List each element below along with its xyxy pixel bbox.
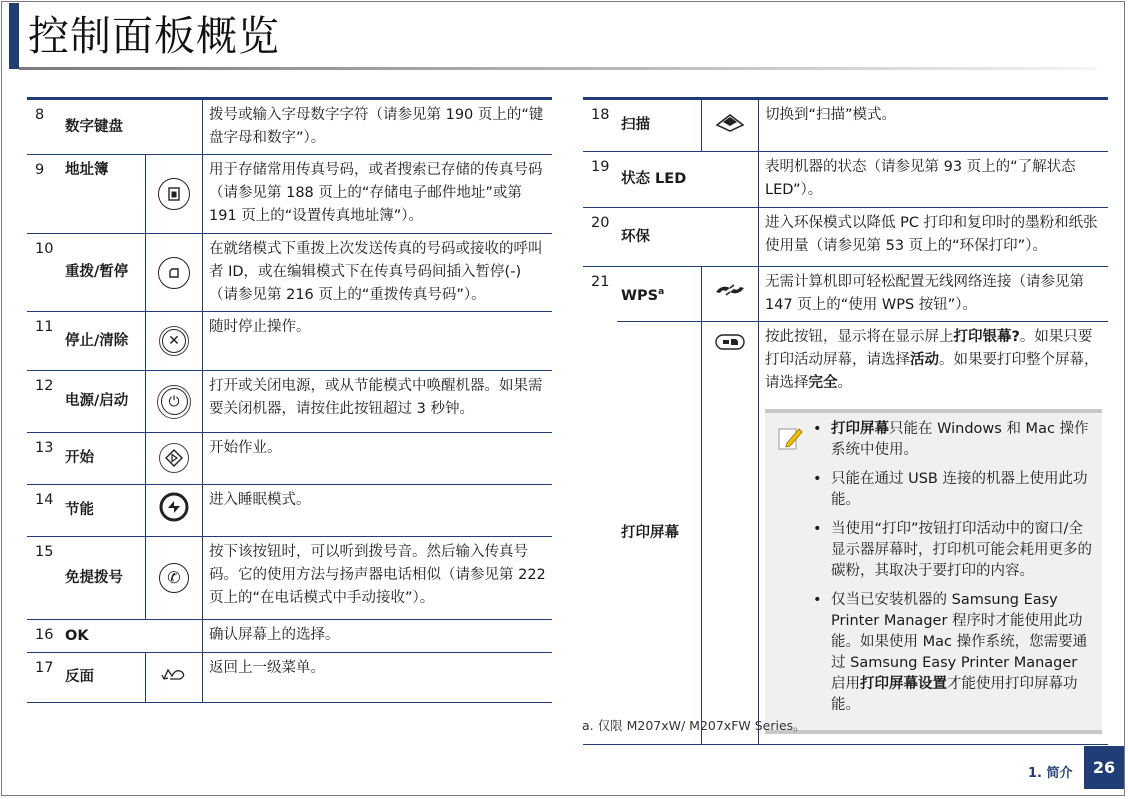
row-name: 免提拨号 [61, 537, 146, 620]
table-row [27, 99, 552, 155]
row-name: 状态 LED [617, 152, 759, 208]
row-number: 11 [35, 319, 54, 335]
table-row [27, 620, 552, 653]
footnote: a. 仅限 M207xW/ M207xFW Series。 [582, 718, 806, 733]
power-save-icon [146, 485, 203, 537]
row-number: 12 [35, 378, 54, 394]
scan-icon [702, 99, 759, 152]
page-title: 控制面板概览 [28, 12, 280, 60]
row-name: 节能 [61, 485, 146, 537]
table-row [27, 485, 552, 537]
title-rule [19, 67, 1097, 70]
left-table [27, 97, 552, 703]
row-description: 打开或关闭电源，或从节能模式中唤醒机器。如果需要关闭机器，请按住此按钮超过 3 秒钟。 [209, 378, 543, 417]
list-item: • 打印屏幕只能在 Windows 和 Mac 操作系统中使用。 [831, 419, 1094, 461]
row-number: 8 [35, 107, 45, 123]
row-number: 13 [35, 440, 54, 456]
stop-clear-icon: ✕ [146, 312, 203, 371]
row-number: 20 [591, 215, 610, 231]
table-row [27, 312, 552, 371]
row-description: 切换到“扫描”模式。 [765, 107, 897, 123]
table-row [27, 537, 552, 620]
table-row [27, 653, 552, 703]
wps-icon [702, 267, 759, 322]
row-name: 重拨/暂停 [61, 234, 146, 312]
row-description: 用于存储常用传真号码，或者搜索已存储的传真号码（请参见第 188 页上的“存储电子邮件地址”或第 191 页上的“设置传真地址簿”）。 [209, 162, 543, 224]
list-item: • 仅当已安装机器的 Samsung Easy Printer Manager 程序时才能使用此功能。如果使用 Mac 操作系统，您需要通过 Samsung Easy Printer Manager 启用打印屏幕设置才能使用打印屏幕功能。 [831, 590, 1094, 716]
footnote-mark: a [658, 286, 665, 297]
address-book-icon [146, 155, 203, 234]
row-name: 扫描 [617, 99, 702, 152]
row-name: OK [61, 620, 203, 653]
note-list [773, 419, 1094, 716]
table-row [583, 322, 1108, 745]
row-description: 确认屏幕上的选择。 [209, 627, 340, 643]
row-description: 表明机器的状态（请参见第 93 页上的“了解状态 LED”）。 [765, 159, 1076, 198]
row-name: 打印屏幕 [617, 322, 702, 745]
table-row [27, 234, 552, 312]
note-pencil-icon [777, 425, 803, 451]
row-description: 无需计算机即可轻松配置无线网络连接（请参见第 147 页上的“使用 WPS 按钮”）。 [765, 274, 1084, 313]
row-name: 地址簿 [61, 155, 146, 234]
row-number: 19 [591, 159, 610, 175]
row-name [617, 267, 702, 322]
row-description: 在就绪模式下重拨上次发送传真的号码或接收的呼叫者 ID，或在编辑模式下在传真号码间插入暂停(-)（请参见第 216 页上的“重拨传真号码”）。 [209, 241, 543, 303]
table-row [27, 155, 552, 234]
table-row [583, 152, 1108, 208]
row-number: 21 [591, 274, 610, 290]
row-number: 16 [35, 627, 54, 643]
row-number: 14 [35, 492, 54, 508]
row-number: 17 [35, 660, 54, 676]
row-name: 停止/清除 [61, 312, 146, 371]
row-description: 随时停止操作。 [209, 319, 311, 335]
table-row [27, 433, 552, 485]
row-description [759, 322, 1109, 745]
note-box [765, 409, 1102, 734]
table-row [583, 208, 1108, 267]
row-name: 数字键盘 [61, 99, 203, 155]
start-icon [146, 433, 203, 485]
row-description: 进入环保模式以降低 PC 打印和复印时的墨粉和纸张使用量（请参见第 53 页上的“环保打印”）。 [765, 215, 1098, 254]
row-name: 反面 [61, 653, 146, 703]
back-icon [146, 653, 203, 703]
table-row [583, 267, 1108, 322]
row-name: 环保 [617, 208, 759, 267]
print-screen-description: 按此按钮，显示将在显示屏上打印银幕?。如果只要打印活动屏幕，请选择活动。如果要打印整个屏幕，请选择完全。 [765, 329, 1099, 391]
row-name: 电源/启动 [61, 371, 146, 433]
redial-pause-icon [146, 234, 203, 312]
row-description: 按下该按钮时，可以听到拨号音。然后输入传真号码。它的使用方法与扬声器电话相似（请参见第 222 页上的“在电话模式中手动接收”）。 [209, 544, 546, 606]
row-number: 15 [35, 544, 54, 560]
row-number: 18 [591, 107, 610, 123]
row-description: 进入睡眠模式。 [209, 492, 311, 508]
table-row [583, 99, 1108, 152]
list-item: • 只能在通过 USB 连接的机器上使用此功能。 [831, 469, 1094, 511]
row-description: 返回上一级菜单。 [209, 660, 325, 676]
right-table [583, 97, 1108, 745]
row-name: 开始 [61, 433, 146, 485]
row-description: 开始作业。 [209, 440, 282, 456]
list-item: • 当使用“打印”按钮打印活动中的窗口/全显示器屏幕时，打印机可能会耗用更多的碳粉，其取决于要打印的内容。 [831, 519, 1094, 582]
power-icon: ⏻ [146, 371, 203, 433]
table-row [27, 371, 552, 433]
on-hook-dial-icon: ✆ [146, 537, 203, 620]
row-number: 10 [35, 241, 54, 257]
row-number: 9 [35, 162, 45, 178]
title-accent-bar [9, 3, 19, 69]
row-description: 拨号或输入字母数字字符（请参见第 190 页上的“键盘字母和数字”）。 [209, 107, 544, 146]
page-number: 26 [1084, 746, 1124, 789]
chapter-label: 1. 简介 [1028, 766, 1073, 781]
wps-label: WPS [621, 287, 659, 304]
print-screen-icon [702, 322, 759, 745]
